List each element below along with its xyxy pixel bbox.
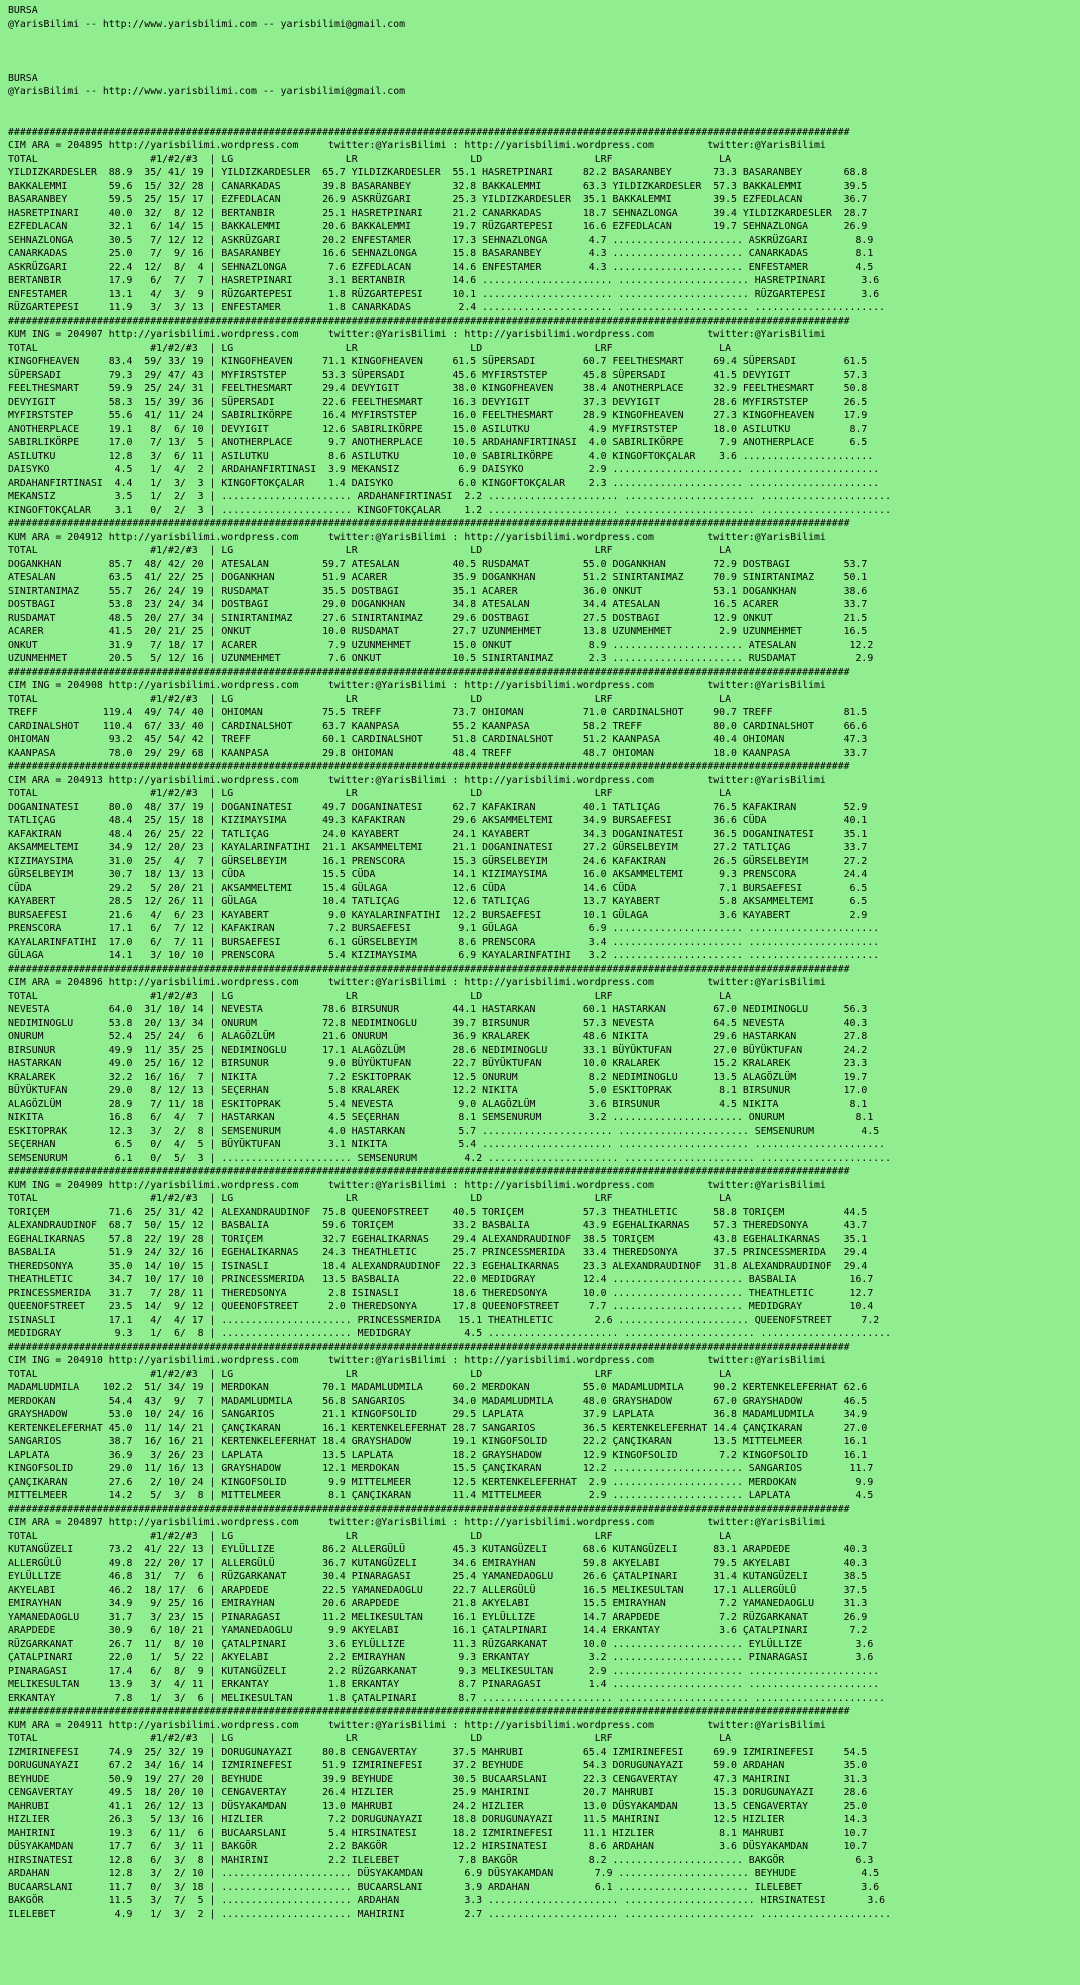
text-line: QUEENOFSTREET 23.5 14/ 9/ 12 | QUEENOFSTREET 2.0 THEREDSONYA 17.8 QUEENOFSTREET 7.7 ...................... MEDIDGRAY 10.4 bbox=[8, 1301, 874, 1312]
separator-line: ############################################################################################################################################## bbox=[8, 963, 850, 975]
text-line: RÜZGARTEPESI 11.9 3/ 3/ 13 | ENFESTAMER 1.8 CANARKADAS 2.4 ...................... ...................... ...................... bbox=[8, 302, 886, 313]
text-line: THEREDSONYA 35.0 14/ 10/ 15 | ISINASLI 18.4 ALEXANDRAUDINOF 22.3 EGEHALIKARNAS 23.3 ALEXANDRAUDINOF 31.8 ALEXANDRAUDINOF 29.4 bbox=[8, 1260, 868, 1272]
text-line: KINGOFSOLID 29.0 11/ 16/ 13 | GRAYSHADOW 12.1 MERDOKAN 15.5 ÇANÇIKARAN 12.2 ...................... SANGARIOS 11.7 bbox=[8, 1463, 874, 1474]
text-line: CANARKADAS 25.0 7/ 9/ 16 | BASARANBEY 16.6 SEHNAZLONGA 15.8 BASARANBEY 4.3 ...................... CANARKADAS 8.1 bbox=[8, 248, 874, 259]
text-line: ARAPDEDE 30.9 6/ 10/ 21 | YAMANEDAOGLU 9.9 AKYELABI 16.1 ÇATALPINARI 14.4 ERKANTAY 3.6 ÇATALPINARI 7.2 bbox=[8, 1625, 868, 1636]
text-line: DAISYKO 4.5 1/ 4/ 2 | ARDAHANFIRTINASI 3.9 MEKANSIZ 6.9 DAISYKO 2.9 ...................... ...................... bbox=[8, 464, 880, 475]
text-line: DOGANINATESI 80.0 48/ 37/ 19 | DOGANINATESI 49.7 DOGANINATESI 62.7 KAFAKIRAN 40.1 TATLIÇAG 76.5 KAFAKIRAN 52.9 bbox=[8, 801, 868, 813]
text-line: EGEHALIKARNAS 57.8 22/ 19/ 28 | TORIÇEM 32.7 EGEHALIKARNAS 29.4 ALEXANDRAUDINOF 38.5 TORIÇEM 43.8 EGEHALIKARNAS 35.1 bbox=[8, 1233, 868, 1245]
text-line: TREFF 119.4 49/ 74/ 40 | OHIOMAN 75.5 TREFF 73.7 OHIOMAN 71.0 CARDINALSHOT 90.7 TREFF 81.5 bbox=[8, 707, 868, 718]
text-line: CIM ARA = 204895 http://yarisbilimi.wordpress.com twitter:@YarisBilimi : http://yarisbilimi.wordpress.com twitter:@YarisBilimi bbox=[8, 140, 826, 151]
text-line: ASILUTKU 12.8 3/ 6/ 11 | ASILUTKU 8.6 ASILUTKU 10.0 SABIRLIKÖRPE 4.0 KINGOFTOKÇALAR 3.6 ...................... bbox=[8, 450, 874, 462]
text-line: SEÇERHAN 6.5 0/ 4/ 5 | BÜYÜKTUFAN 3.1 NIKITA 5.4 ...................... ...................... ...................... bbox=[8, 1139, 886, 1150]
text-line: YAMANEDAOGLU 31.7 3/ 23/ 15 | PINARAGASI 11.2 MELIKESULTAN 16.1 EYLÜLLIZE 14.7 ARAPDEDE 7.2 RÜZGARKANAT 26.9 bbox=[8, 1611, 868, 1623]
separator-line: ############################################################################################################################################## bbox=[8, 518, 850, 529]
text-line: KAFAKIRAN 48.4 26/ 25/ 22 | TATLIÇAG 24.0 KAYABERT 24.1 KAYABERT 34.3 DOGANINATESI 36.5 DOGANINATESI 35.1 bbox=[8, 828, 868, 840]
text-line: BURSA bbox=[8, 72, 38, 84]
text-line: AKSAMMELTEMI 34.9 12/ 20/ 23 | KAYALARINFATIHI 21.1 AKSAMMELTEMI 21.1 DOGANINATESI 27.2 GÜRSELBEYIM 27.2 TATLIÇAG 33.7 bbox=[8, 842, 868, 853]
text-line bbox=[8, 45, 1080, 59]
separator-line: ############################################################################################################################################## bbox=[8, 315, 850, 327]
text-line: TOTAL #1/#2/#3 | LG LR LD LRF LA bbox=[8, 1193, 732, 1204]
text-line: BEYHUDE 50.9 19/ 27/ 20 | BEYHUDE 39.9 BEYHUDE 30.5 BUCAARSLANI 22.3 CENGAVERTAY 47.3 MAHIRINI 31.3 bbox=[8, 1773, 868, 1785]
text-line: PRENSCORA 17.1 6/ 7/ 12 | KAFAKIRAN 7.2 BURSAEFESI 9.1 GÜLAGA 6.9 ...................... ...................... bbox=[8, 923, 880, 934]
text-line: ONKUT 31.9 7/ 18/ 17 | ACARER 7.9 UZUNMEHMET 15.0 ONKUT 8.9 ...................... ATESALAN 12.2 bbox=[8, 639, 874, 651]
text-line: BASARANBEY 59.5 25/ 15/ 17 | EZFEDLACAN 26.9 ASKRÜZGARI 25.3 YILDIZKARDESLER 35.1 BAKKALEMMI 39.5 EZFEDLACAN 36.7 bbox=[8, 194, 868, 205]
text-line: @YarisBilimi -- http://www.yarisbilimi.com -- yarisbilimi@gmail.com bbox=[8, 86, 406, 97]
text-line: TOTAL #1/#2/#3 | LG LR LD LRF LA bbox=[8, 1368, 732, 1380]
text-line: EZFEDLACAN 32.1 6/ 14/ 15 | BAKKALEMMI 20.6 BAKKALEMMI 19.7 RÜZGARTEPESI 16.6 EZFEDLACAN 19.7 SEHNAZLONGA 26.9 bbox=[8, 221, 868, 232]
text-line: KRALAREK 32.2 16/ 16/ 7 | NIKITA 7.2 ESKITOPRAK 12.5 ONURUM 8.2 NEDIMINOGLU 13.5 ALAGÖZLÜM 19.7 bbox=[8, 1071, 868, 1083]
text-line: KAANPASA 78.0 29/ 29/ 68 | KAANPASA 29.8 OHIOMAN 48.4 TREFF 48.7 OHIOMAN 18.0 KAANPASA 33.7 bbox=[8, 747, 868, 759]
text-line: PINARAGASI 17.4 6/ 8/ 9 | KUTANGÜZELI 2.2 RÜZGARKANAT 9.3 MELIKESULTAN 2.9 ...................... ...................... bbox=[8, 1665, 880, 1677]
text-line: DORUGUNAYAZI 67.2 34/ 16/ 14 | IZMIRINEFESI 51.9 IZMIRINEFESI 37.2 BEYHUDE 54.3 DORUGUNAYAZI 59.0 ARDAHAN 35.0 bbox=[8, 1760, 868, 1771]
text-line: ARDAHAN 12.8 3/ 2/ 10 | ...................... DÜSYAKAMDAN 6.9 DÜSYAKAMDAN 7.9 ...................... BEYHUDE 4.5 bbox=[8, 1868, 880, 1879]
text-line: KUTANGÜZELI 73.2 41/ 22/ 13 | EYLÜLLIZE 86.2 ALLERGÜLÜ 45.3 KUTANGÜZELI 68.6 KUTANGÜZELI 83.1 ARAPDEDE 40.3 bbox=[8, 1544, 868, 1555]
text-line: ESKITOPRAK 12.3 3/ 2/ 8 | SEMSENURUM 4.0 HASTARKAN 5.7 ...................... ...................... SEMSENURUM 4.5 bbox=[8, 1125, 880, 1137]
text-line: DOSTBAGI 53.8 23/ 24/ 34 | DOSTBAGI 29.0 DOGANKHAN 34.8 ATESALAN 34.4 ATESALAN 16.5 ACARER 33.7 bbox=[8, 599, 868, 610]
text-line: TOTAL #1/#2/#3 | LG LR LD LRF LA bbox=[8, 545, 732, 556]
text-line: HIZLIER 26.3 5/ 13/ 16 | HIZLIER 7.2 DORUGUNAYAZI 18.8 DORUGUNAYAZI 11.5 MAHIRINI 12.5 HIZLIER 14.3 bbox=[8, 1814, 868, 1825]
text-line: BÜYÜKTUFAN 29.0 8/ 12/ 13 | SEÇERHAN 5.8 KRALAREK 12.2 NIKITA 5.0 ESKITOPRAK 8.1 BIRSUNUR 17.0 bbox=[8, 1085, 868, 1096]
text-line: MERDOKAN 54.4 43/ 9/ 7 | MADAMLUDMILA 56.8 SANGARIOS 34.0 MADAMLUDMILA 48.0 GRAYSHADOW 67.0 GRAYSHADOW 46.5 bbox=[8, 1395, 868, 1407]
text-line bbox=[8, 31, 1080, 45]
text-line: ÇATALPINARI 22.0 1/ 5/ 22 | AKYELABI 2.2 EMIRAYHAN 9.3 ERKANTAY 3.2 ...................... PINARAGASI 3.6 bbox=[8, 1652, 874, 1663]
text-line: TOTAL #1/#2/#3 | LG LR LD LRF LA bbox=[8, 153, 732, 165]
text-line: ALAGÖZLÜM 28.9 7/ 11/ 18 | ESKITOPRAK 5.4 NEVESTA 9.0 ALAGÖZLÜM 3.6 BIRSUNUR 4.5 NIKITA 8.1 bbox=[8, 1098, 868, 1110]
text-line: TOTAL #1/#2/#3 | LG LR LD LRF LA bbox=[8, 788, 732, 799]
text-line: BAKKALEMMI 59.6 15/ 32/ 28 | CANARKADAS 39.8 BASARANBEY 32.8 BAKKALEMMI 63.3 YILDIZKARDESLER 57.3 BAKKALEMMI 39.5 bbox=[8, 180, 868, 192]
text-line: YILDIZKARDESLER 88.9 35/ 41/ 19 | YILDIZKARDESLER 65.7 YILDIZKARDESLER 55.1 HASRETPINARI 82.2 BASARANBEY 73.3 BASARANBEY 68.8 bbox=[8, 167, 868, 178]
text-line: BIRSUNUR 49.9 11/ 35/ 25 | NEDIMINOGLU 17.1 ALAGÖZLÜM 28.6 NEDIMINOGLU 33.1 BÜYÜKTUFAN 27.0 BÜYÜKTUFAN 24.2 bbox=[8, 1044, 868, 1056]
text-line: KINGOFHEAVEN 83.4 59/ 33/ 19 | KINGOFHEAVEN 71.1 KINGOFHEAVEN 61.5 SÜPERSADI 60.7 FEELTHESMART 69.4 SÜPERSADI 61.5 bbox=[8, 356, 868, 367]
text-line: MAHIRINI 19.3 6/ 11/ 6 | BUCAARSLANI 5.4 HIRSINATESI 18.2 IZMIRINEFESI 11.1 HIZLIER 8.1 MAHRUBI 10.7 bbox=[8, 1827, 868, 1839]
text-line bbox=[8, 58, 1080, 72]
text-line: EYLÜLLIZE 46.8 31/ 7/ 6 | RÜZGARKANAT 30.4 PINARAGASI 25.4 YAMANEDAOGLU 26.6 ÇATALPINARI 31.4 KUTANGÜZELI 38.5 bbox=[8, 1571, 868, 1582]
text-line: AKYELABI 46.2 18/ 17/ 6 | ARAPDEDE 22.5 YAMANEDAOGLU 22.7 ALLERGÜLÜ 16.5 MELIKESULTAN 17.1 ALLERGÜLÜ 37.5 bbox=[8, 1584, 868, 1596]
text-line: BERTANBIR 17.9 6/ 7/ 7 | HASRETPINARI 3.1 BERTANBIR 14.6 ...................... ...................... HASRETPINARI 3.6 bbox=[8, 275, 880, 286]
text-line: GÜLAGA 14.1 3/ 10/ 10 | PRENSCORA 5.4 KIZIMAYSIMA 6.9 KAYALARINFATIHI 3.2 ...................... ...................... bbox=[8, 950, 880, 961]
text-line: ALEXANDRAUDINOF 68.7 50/ 15/ 12 | BASBALIA 59.6 TORIÇEM 33.2 BASBALIA 43.9 EGEHALIKARNAS 57.3 THEREDSONYA 43.7 bbox=[8, 1220, 868, 1231]
text-line: DÜSYAKAMDAN 17.7 6/ 3/ 11 | BAKGÖR 2.2 BAKGÖR 12.2 HIRSINATESI 8.6 ARDAHAN 3.6 DÜSYAKAMDAN 10.7 bbox=[8, 1841, 868, 1852]
text-line: MEDIDGRAY 9.3 1/ 6/ 8 | ...................... MEDIDGRAY 4.5 ...................... ...................... ...................... bbox=[8, 1328, 892, 1339]
text-line: KUM ARA = 204912 http://yarisbilimi.wordpress.com twitter:@YarisBilimi : http://yarisbilimi.wordpress.com twitter:@YarisBilimi bbox=[8, 531, 826, 543]
text-line: ONURUM 52.4 25/ 24/ 6 | ALAGÖZLÜM 21.6 ONURUM 36.9 KRALAREK 48.6 NIKITA 29.6 HASTARKAN 27.8 bbox=[8, 1031, 868, 1042]
text-line: HASRETPINARI 40.0 32/ 8/ 12 | BERTANBIR 25.1 HASRETPINARI 21.2 CANARKADAS 18.7 SEHNAZLONGA 39.4 YILDIZKARDESLER 28.7 bbox=[8, 207, 868, 219]
text-line: @YarisBilimi -- http://www.yarisbilimi.com -- yarisbilimi@gmail.com bbox=[8, 18, 406, 30]
text-line: SANGARIOS 38.7 16/ 16/ 21 | KERTENKELEFERHAT 18.4 GRAYSHADOW 19.1 KINGOFSOLID 22.2 ÇANÇIKARAN 13.5 MITTELMEER 16.1 bbox=[8, 1436, 868, 1447]
text-line: BURSA bbox=[8, 5, 38, 16]
text-line: BAKGÖR 11.5 3/ 7/ 5 | ...................... ARDAHAN 3.3 ...................... ...................... HIRSINATESI 3.6 bbox=[8, 1895, 886, 1906]
text-line: CIM ARA = 204913 http://yarisbilimi.wordpress.com twitter:@YarisBilimi : http://yarisbilimi.wordpress.com twitter:@YarisBilimi bbox=[8, 774, 826, 786]
text-line: KINGOFTOKÇALAR 3.1 0/ 2/ 3 | ...................... KINGOFTOKÇALAR 1.2 ...................... ...................... ...................... bbox=[8, 504, 892, 516]
text-line: MADAMLUDMILA 102.2 51/ 34/ 19 | MERDOKAN 70.1 MADAMLUDMILA 60.2 MERDOKAN 55.0 MADAMLUDMILA 90.2 KERTENKELEFERHAT 62.6 bbox=[8, 1382, 868, 1393]
text-line: TATLIÇAG 48.4 25/ 15/ 18 | KIZIMAYSIMA 49.3 KAFAKIRAN 29.6 AKSAMMELTEMI 34.9 BURSAEFESI 36.6 CÜDA 40.1 bbox=[8, 815, 868, 826]
text-line: CENGAVERTAY 49.5 18/ 20/ 10 | CENGAVERTAY 26.4 HIZLIER 25.9 MAHIRINI 20.7 MAHRUBI 15.3 DORUGUNAYAZI 28.6 bbox=[8, 1787, 868, 1798]
text-line: ALLERGÜLÜ 49.8 22/ 20/ 17 | ALLERGÜLÜ 36.7 KUTANGÜZELI 34.6 EMIRAYHAN 59.8 AKYELABI 79.5 AKYELABI 40.3 bbox=[8, 1557, 868, 1569]
text-line: CÜDA 29.2 5/ 20/ 21 | AKSAMMELTEMI 15.4 GÜLAGA 12.6 CÜDA 14.6 CÜDA 7.1 BURSAEFESI 6.5 bbox=[8, 882, 868, 894]
text-line: OHIOMAN 93.2 45/ 54/ 42 | TREFF 60.1 CARDINALSHOT 51.8 CARDINALSHOT 51.2 KAANPASA 40.4 OHIOMAN 47.3 bbox=[8, 734, 868, 745]
text-line: BUCAARSLANI 11.7 0/ 3/ 18 | ...................... BUCAARSLANI 3.9 ARDAHAN 6.1 ...................... ILELEBET 3.6 bbox=[8, 1881, 880, 1893]
text-line: SABIRLIKÖRPE 17.0 7/ 13/ 5 | ANOTHERPLACE 9.7 ANOTHERPLACE 10.5 ARDAHANFIRTINASI 4.0 SABIRLIKÖRPE 7.9 ANOTHERPLACE 6.5 bbox=[8, 437, 868, 448]
text-line: TOTAL #1/#2/#3 | LG LR LD LRF LA bbox=[8, 990, 732, 1002]
text-line: HIRSINATESI 12.8 6/ 3/ 8 | MAHIRINI 2.2 ILELEBET 7.8 BAKGÖR 8.2 ...................... BAKGÖR 6.3 bbox=[8, 1854, 874, 1866]
text-line: CIM ARA = 204896 http://yarisbilimi.wordpress.com twitter:@YarisBilimi : http://yarisbilimi.wordpress.com twitter:@YarisBilimi bbox=[8, 977, 826, 988]
text-line: SEMSENURUM 6.1 0/ 5/ 3 | ...................... SEMSENURUM 4.2 ...................... ...................... ...................... bbox=[8, 1152, 892, 1164]
text-line: DOGANKHAN 85.7 48/ 42/ 20 | ATESALAN 59.7 ATESALAN 40.5 RUSDAMAT 55.0 DOGANKHAN 72.9 DOSTBAGI 53.7 bbox=[8, 558, 868, 570]
separator-line: ############################################################################################################################################## bbox=[8, 1706, 850, 1717]
text-line: CIM ARA = 204897 http://yarisbilimi.wordpress.com twitter:@YarisBilimi : http://yarisbilimi.wordpress.com twitter:@YarisBilimi bbox=[8, 1517, 826, 1528]
text-line: TOTAL #1/#2/#3 | LG LR LD LRF LA bbox=[8, 1733, 732, 1744]
text-line: NEDIMINOGLU 53.8 20/ 13/ 34 | ONURUM 72.8 NEDIMINOGLU 39.7 BIRSUNUR 57.3 NEVESTA 64.5 NEVESTA 40.3 bbox=[8, 1017, 868, 1029]
text-line: RÜZGARKANAT 26.7 11/ 8/ 10 | ÇATALPINARI 3.6 EYLÜLLIZE 11.3 RÜZGARKANAT 10.0 ...................... EYLÜLLIZE 3.6 bbox=[8, 1638, 874, 1650]
text-line: TOTAL #1/#2/#3 | LG LR LD LRF LA bbox=[8, 693, 732, 705]
text-line: KUM ING = 204907 http://yarisbilimi.wordpress.com twitter:@YarisBilimi : http://yarisbilimi.wordpress.com twitter:@YarisBilimi bbox=[8, 329, 826, 340]
text-line: ERKANTAY 7.8 1/ 3/ 6 | MELIKESULTAN 1.8 ÇATALPINARI 8.7 ...................... ...................... ...................... bbox=[8, 1692, 886, 1704]
text-line: ASKRÜZGARI 22.4 12/ 8/ 4 | SEHNAZLONGA 7.6 EZFEDLACAN 14.6 ENFESTAMER 4.3 ...................... ENFESTAMER 4.5 bbox=[8, 261, 874, 273]
separator-line: ############################################################################################################################################## bbox=[8, 1166, 850, 1177]
text-line: NEVESTA 64.0 31/ 10/ 14 | NEVESTA 78.6 BIRSUNUR 44.1 HASTARKAN 60.1 HASTARKAN 67.0 NEDIMINOGLU 56.3 bbox=[8, 1004, 868, 1015]
text-line: ATESALAN 63.5 41/ 22/ 25 | DOGANKHAN 51.9 ACARER 35.9 DOGANKHAN 51.2 SINIRTANIMAZ 70.9 SINIRTANIMAZ 50.1 bbox=[8, 572, 868, 583]
text-line: ENFESTAMER 13.1 4/ 3/ 9 | RÜZGARTEPESI 1.8 RÜZGARTEPESI 10.1 ...................... ...................... RÜZGARTEPESI 3.6 bbox=[8, 288, 880, 300]
text-line: MYFIRSTSTEP 55.6 41/ 11/ 24 | SABIRLIKÖRPE 16.4 MYFIRSTSTEP 16.0 FEELTHESMART 28.9 KINGOFHEAVEN 27.3 KINGOFHEAVEN 17.9 bbox=[8, 410, 868, 421]
text-line: CIM ING = 204908 http://yarisbilimi.wordpress.com twitter:@YarisBilimi : http://yarisbilimi.wordpress.com twitter:@YarisBilimi bbox=[8, 680, 826, 691]
text-line: NIKITA 16.8 6/ 4/ 7 | HASTARKAN 4.5 SEÇERHAN 8.1 SEMSENURUM 3.2 ...................... ONURUM 8.1 bbox=[8, 1112, 874, 1123]
text-line: KIZIMAYSIMA 31.0 25/ 4/ 7 | GÜRSELBEYIM 16.1 PRENSCORA 15.3 GÜRSELBEYIM 24.6 KAFAKIRAN 26.5 GÜRSELBEYIM 27.2 bbox=[8, 855, 868, 867]
text-line: ÇANÇIKARAN 27.6 2/ 10/ 24 | KINGOFSOLID 9.9 MITTELMEER 12.5 KERTENKELEFERHAT 2.9 ...................... MERDOKAN 9.9 bbox=[8, 1476, 874, 1488]
text-line: GÜRSELBEYIM 30.7 18/ 13/ 13 | CÜDA 15.5 CÜDA 14.1 KIZIMAYSIMA 16.0 AKSAMMELTEMI 9.3 PRENSCORA 24.4 bbox=[8, 869, 868, 880]
text-line: HASTARKAN 49.0 25/ 16/ 12 | BIRSUNUR 9.0 BÜYÜKTUFAN 22.7 BÜYÜKTUFAN 10.0 KRALAREK 15.2 KRALAREK 23.3 bbox=[8, 1058, 868, 1069]
text-line: ILELEBET 4.9 1/ 3/ 2 | ...................... MAHIRINI 2.7 ...................... ...................... ...................... bbox=[8, 1908, 892, 1920]
text-line: UZUNMEHMET 20.5 5/ 12/ 16 | UZUNMEHMET 7.6 ONKUT 10.5 SINIRTANIMAZ 2.3 ...................... RUSDAMAT 2.9 bbox=[8, 653, 874, 664]
text-line: SÜPERSADI 79.3 29/ 47/ 43 | MYFIRSTSTEP 53.3 SÜPERSADI 45.6 MYFIRSTSTEP 45.8 SÜPERSADI 41.5 DEVYIGIT 57.3 bbox=[8, 369, 868, 381]
text-line: THEATHLETIC 34.7 10/ 17/ 10 | PRINCESSMERIDA 13.5 BASBALIA 22.0 MEDIDGRAY 12.4 ...................... BASBALIA 16.7 bbox=[8, 1274, 874, 1285]
separator-line: ############################################################################################################################################## bbox=[8, 1503, 850, 1515]
separator-line: ############################################################################################################################################## bbox=[8, 1341, 850, 1353]
text-line bbox=[8, 112, 1080, 126]
text-line: CIM ING = 204910 http://yarisbilimi.wordpress.com twitter:@YarisBilimi : http://yarisbilimi.wordpress.com twitter:@YarisBilimi bbox=[8, 1355, 826, 1366]
separator-line: ############################################################################################################################################## bbox=[8, 666, 850, 678]
text-line: ARDAHANFIRTINASI 4.4 1/ 3/ 3 | KINGOFTOKÇALAR 1.4 DAISYKO 6.0 KINGOFTOKÇALAR 2.3 ...................... ...................... bbox=[8, 477, 880, 489]
text-line: KUM ING = 204909 http://yarisbilimi.wordpress.com twitter:@YarisBilimi : http://yarisbilimi.wordpress.com twitter:@YarisBilimi bbox=[8, 1179, 826, 1191]
text-line: TOTAL #1/#2/#3 | LG LR LD LRF LA bbox=[8, 342, 732, 354]
text-line: TORIÇEM 71.6 25/ 31/ 42 | ALEXANDRAUDINOF 75.8 QUEENOFSTREET 40.5 TORIÇEM 57.3 THEATHLETIC 58.8 TORIÇEM 44.5 bbox=[8, 1206, 868, 1218]
text-line: MEKANSIZ 3.5 1/ 2/ 3 | ...................... ARDAHANFIRTINASI 2.2 ...................... ...................... ...................... bbox=[8, 491, 892, 502]
text-line: IZMIRINEFESI 74.9 25/ 32/ 19 | DORUGUNAYAZI 80.8 CENGAVERTAY 37.5 MAHRUBI 65.4 IZMIRINEFESI 69.9 IZMIRINEFESI 54.5 bbox=[8, 1746, 868, 1758]
text-line: ISINASLI 17.1 4/ 4/ 17 | ...................... PRINCESSMERIDA 15.1 THEATHLETIC 2.6 ...................... QUEENOFSTREET 7.2 bbox=[8, 1314, 880, 1326]
text-line: TOTAL #1/#2/#3 | LG LR LD LRF LA bbox=[8, 1530, 732, 1542]
separator-line: ############################################################################################################################################## bbox=[8, 761, 850, 772]
text-line: EMIRAYHAN 34.9 9/ 25/ 16 | EMIRAYHAN 20.6 ARAPDEDE 21.8 AKYELABI 15.5 EMIRAYHAN 7.2 YAMANEDAOGLU 31.3 bbox=[8, 1598, 868, 1609]
text-line: DEVYIGIT 58.3 15/ 39/ 36 | SÜPERSADI 22.6 FEELTHESMART 16.3 DEVYIGIT 37.3 DEVYIGIT 28.6 MYFIRSTSTEP 26.5 bbox=[8, 396, 868, 408]
text-line: ANOTHERPLACE 19.1 8/ 6/ 10 | DEVYIGIT 12.6 SABIRLIKÖRPE 15.0 ASILUTKU 4.9 MYFIRSTSTEP 18.0 ASILUTKU 8.7 bbox=[8, 423, 868, 435]
text-line: MITTELMEER 14.2 5/ 3/ 8 | MITTELMEER 8.1 ÇANÇIKARAN 11.4 MITTELMEER 2.9 ...................... LAPLATA 4.5 bbox=[8, 1490, 874, 1501]
text-line: BASBALIA 51.9 24/ 32/ 16 | EGEHALIKARNAS 24.3 THEATHLETIC 25.7 PRINCESSMERIDA 33.4 THEREDSONYA 37.5 PRINCESSMERIDA 29.4 bbox=[8, 1247, 868, 1258]
text-line: SEHNAZLONGA 30.5 7/ 12/ 12 | ASKRÜZGARI 20.2 ENFESTAMER 17.3 SEHNAZLONGA 4.7 ...................... ASKRÜZGARI 8.9 bbox=[8, 234, 874, 246]
text-line: CARDINALSHOT 110.4 67/ 33/ 40 | CARDINALSHOT 63.7 KAANPASA 55.2 KAANPASA 58.2 TREFF 80.0 CARDINALSHOT 66.6 bbox=[8, 720, 868, 732]
text-line: RUSDAMAT 48.5 20/ 27/ 34 | SINIRTANIMAZ 27.6 SINIRTANIMAZ 29.6 DOSTBAGI 27.5 DOSTBAGI 12.9 ONKUT 21.5 bbox=[8, 612, 868, 624]
text-line: MELIKESULTAN 13.9 3/ 4/ 11 | ERKANTAY 1.8 ERKANTAY 8.7 PINARAGASI 1.4 ...................... ...................... bbox=[8, 1679, 880, 1690]
text-line: MAHRUBI 41.1 26/ 12/ 13 | DÜSYAKAMDAN 13.0 MAHRUBI 24.2 HIZLIER 13.0 DÜSYAKAMDAN 13.5 CENGAVERTAY 25.0 bbox=[8, 1800, 868, 1812]
text-line: SINIRTANIMAZ 55.7 26/ 24/ 19 | RUSDAMAT 35.5 DOSTBAGI 35.1 ACARER 36.0 ONKUT 53.1 DOGANKHAN 38.6 bbox=[8, 585, 868, 597]
text-line: ACARER 41.5 20/ 21/ 25 | ONKUT 10.0 RUSDAMAT 27.7 UZUNMEHMET 13.8 UZUNMEHMET 2.9 UZUNMEHMET 16.5 bbox=[8, 626, 868, 637]
text-line: KAYALARINFATIHI 17.0 6/ 7/ 11 | BURSAEFESI 6.1 GÜRSELBEYIM 8.6 PRENSCORA 3.4 ...................... ...................... bbox=[8, 936, 880, 948]
text-line: GRAYSHADOW 53.0 10/ 24/ 16 | SANGARIOS 21.1 KINGOFSOLID 29.5 LAPLATA 37.9 LAPLATA 36.8 MADAMLUDMILA 34.9 bbox=[8, 1409, 868, 1420]
text-line: LAPLATA 36.9 3/ 26/ 23 | LAPLATA 13.5 LAPLATA 18.2 GRAYSHADOW 12.9 KINGOFSOLID 7.2 KINGOFSOLID 16.1 bbox=[8, 1449, 868, 1461]
text-line: KUM ARA = 204911 http://yarisbilimi.wordpress.com twitter:@YarisBilimi : http://yarisbilimi.wordpress.com twitter:@YarisBilimi bbox=[8, 1719, 826, 1731]
text-line: BURSAEFESI 21.6 4/ 6/ 23 | KAYABERT 9.0 KAYALARINFATIHI 12.2 BURSAEFESI 10.1 GÜLAGA 3.6 KAYABERT 2.9 bbox=[8, 909, 868, 921]
text-line: KAYABERT 28.5 12/ 26/ 11 | GÜLAGA 10.4 TATLIÇAG 12.6 TATLIÇAG 13.7 KAYABERT 5.8 AKSAMMELTEMI 6.5 bbox=[8, 896, 868, 907]
text-line: FEELTHESMART 59.9 25/ 24/ 31 | FEELTHESMART 29.4 DEVYIGIT 38.0 KINGOFHEAVEN 38.4 ANOTHERPLACE 32.9 FEELTHESMART 50.8 bbox=[8, 383, 868, 394]
text-line bbox=[8, 99, 1080, 113]
separator-line: ############################################################################################################################################## bbox=[8, 126, 850, 138]
text-line: KERTENKELEFERHAT 45.0 11/ 14/ 21 | ÇANÇIKARAN 16.1 KERTENKELEFERHAT 28.7 SANGARIOS 36.5 KERTENKELEFERHAT 14.4 ÇANÇIKARAN 27.0 bbox=[8, 1422, 868, 1434]
text-line: PRINCESSMERIDA 31.7 7/ 28/ 11 | THEREDSONYA 2.8 ISINASLI 18.6 THEREDSONYA 10.0 ...................... THEATHLETIC 12.7 bbox=[8, 1287, 874, 1299]
